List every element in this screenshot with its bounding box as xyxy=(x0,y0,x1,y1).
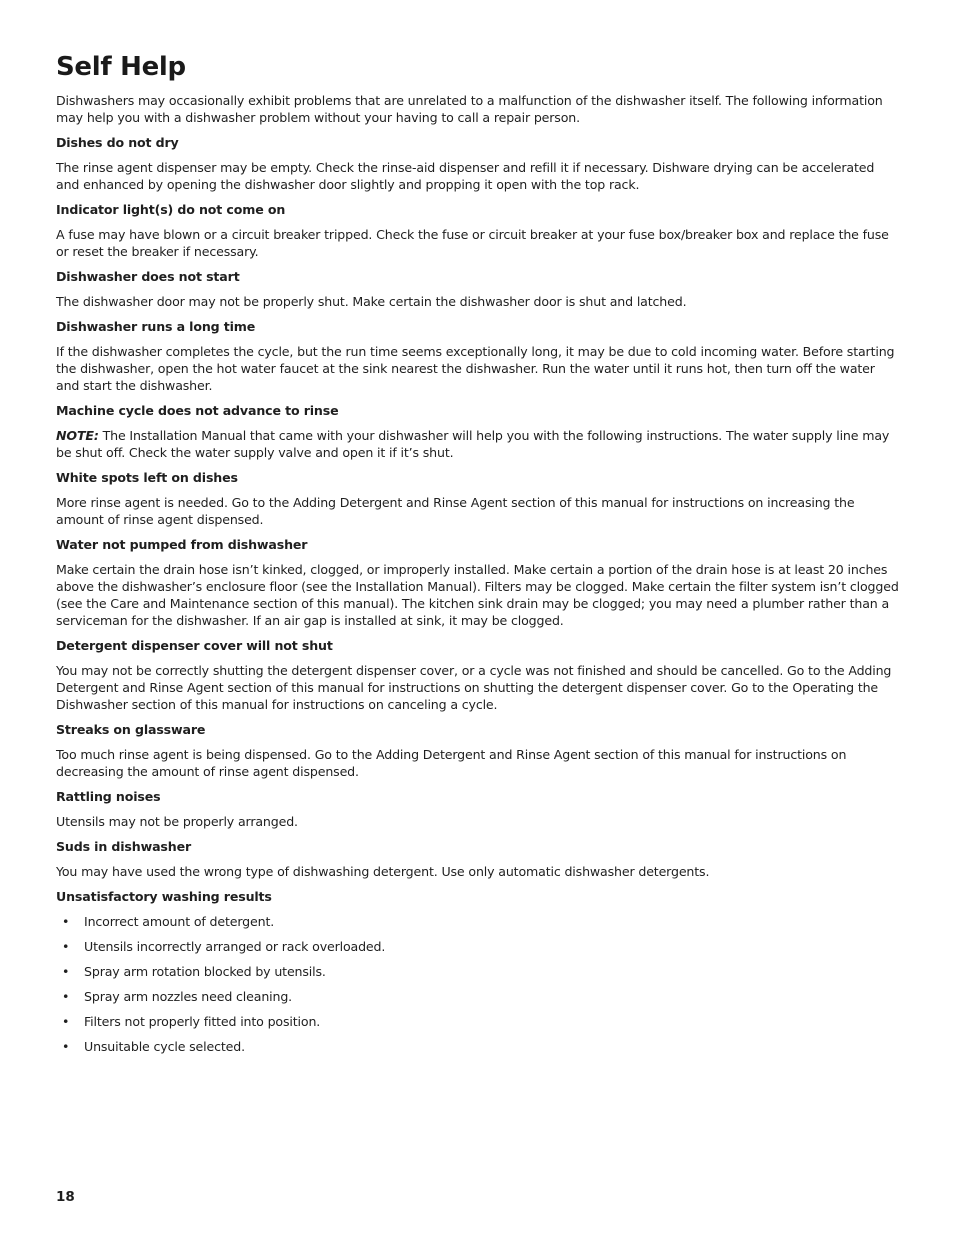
section-body: If the dishwasher completes the cycle, but the run time seems exceptionally long, it may be due to cold incoming water. Before starting the dishwasher, open the hot water faucet at the sink nearest the dishwasher. Run the water until it runs hot, then turn off the water and start the dishwasher. xyxy=(56,344,895,393)
section-body: Too much rinse agent is being dispensed. Go to the Adding Detergent and Rinse Agent section of this manual for instructions on decreasing the amount of rinse agent dispensed. xyxy=(56,747,847,779)
section-suds xyxy=(56,838,900,880)
section-dispenser-cover xyxy=(56,637,900,713)
section-dishes-do-not-dry xyxy=(56,134,900,193)
section-body xyxy=(56,427,900,461)
section-rattling xyxy=(56,788,900,830)
page-number: 18 xyxy=(56,1189,75,1205)
bullet-icon: • xyxy=(62,939,70,954)
section-body: You may not be correctly shutting the detergent dispenser cover, or a cycle was not finished and should be cancelled. Go to the Adding Detergent and Rinse Agent section of this manual for instructions on shutting the detergent dispenser cover. Go to the Operating the Dishwasher section of this manual for instructions on canceling a cycle. xyxy=(56,663,892,712)
section-heading: Unsatisfactory washing results xyxy=(56,889,272,904)
section-streaks xyxy=(56,721,900,780)
bullet-icon: • xyxy=(62,1039,70,1054)
document-page xyxy=(56,48,900,1063)
section-heading: White spots left on dishes xyxy=(56,470,238,485)
section-heading: Water not pumped from dishwasher xyxy=(56,537,308,552)
section-heading: Dishwasher does not start xyxy=(56,269,240,284)
note-text: The Installation Manual that came with your dishwasher will help you with the following instructions. The water supply line may be shut off. Check the water supply valve and open it if it’s shut. xyxy=(56,428,890,460)
bullet-icon: • xyxy=(62,914,70,929)
section-heading: Rattling noises xyxy=(56,789,161,804)
section-body: A fuse may have blown or a circuit breaker tripped. Check the fuse or circuit breaker at your fuse box/breaker box and replace the fuse or reset the breaker if necessary. xyxy=(56,227,889,259)
section-body: You may have used the wrong type of dishwashing detergent. Use only automatic dishwasher detergents. xyxy=(56,864,710,879)
section-heading: Detergent dispenser cover will not shut xyxy=(56,638,333,653)
section-heading: Dishes do not dry xyxy=(56,135,179,150)
section-heading: Streaks on glassware xyxy=(56,722,206,737)
intro-paragraph: Dishwashers may occasionally exhibit problems that are unrelated to a malfunction of the dishwasher itself. The following information may help you with a dishwasher problem without your having to call a repair person. xyxy=(56,93,883,125)
bullet-icon: • xyxy=(62,989,70,1004)
section-body: The dishwasher door may not be properly shut. Make certain the dishwasher door is shut and latched. xyxy=(56,294,687,309)
list-item: • Spray arm rotation blocked by utensils. xyxy=(62,964,326,979)
note-label: NOTE: xyxy=(56,428,99,443)
section-unsatisfactory-results xyxy=(56,888,900,1055)
section-does-not-start xyxy=(56,268,900,310)
page-title: Self Help xyxy=(56,52,186,82)
section-body: Make certain the drain hose isn’t kinked, clogged, or improperly installed. Make certain a portion of the drain hose is at least 20 inches above the dishwasher’s enclosure floor (see the Installation Manual). Filters may be clogged. Make certain the filter system isn’t clogged (see the Care and Maintenance section of this manual). The kitchen sink drain may be clogged; you may need a plumber rather than a serviceman for the dishwasher. If an air gap is installed at sink, it may be clogged. xyxy=(56,562,899,628)
bullet-icon: • xyxy=(62,964,70,979)
section-heading: Suds in dishwasher xyxy=(56,839,192,854)
list-item: • Spray arm nozzles need cleaning. xyxy=(62,989,293,1004)
section-body: Utensils may not be properly arranged. xyxy=(56,814,298,829)
section-body: More rinse agent is needed. Go to the Adding Detergent and Rinse Agent section of this manual for instructions on increasing the amount of rinse agent dispensed. xyxy=(56,495,855,527)
section-cycle-not-advance xyxy=(56,402,900,461)
section-body: The rinse agent dispenser may be empty. Check the rinse-aid dispenser and refill it if necessary. Dishware drying can be accelerated and enhanced by opening the dishwasher door slightly and propping it open with the top rack. xyxy=(56,160,875,192)
section-white-spots xyxy=(56,469,900,528)
section-heading: Dishwasher runs a long time xyxy=(56,319,256,334)
section-water-not-pumped xyxy=(56,536,900,629)
list-item: • Filters not properly fitted into position. xyxy=(62,1014,321,1029)
section-runs-long-time xyxy=(56,318,900,394)
section-heading: Machine cycle does not advance to rinse xyxy=(56,403,339,418)
list-item: • Unsuitable cycle selected. xyxy=(62,1039,245,1054)
bullet-icon: • xyxy=(62,1014,70,1029)
list-item: • Utensils incorrectly arranged or rack overloaded. xyxy=(62,939,386,954)
section-heading: Indicator light(s) do not come on xyxy=(56,202,286,217)
results-list xyxy=(56,913,900,1055)
list-item: • Incorrect amount of detergent. xyxy=(62,914,275,929)
section-indicator-lights xyxy=(56,201,900,260)
